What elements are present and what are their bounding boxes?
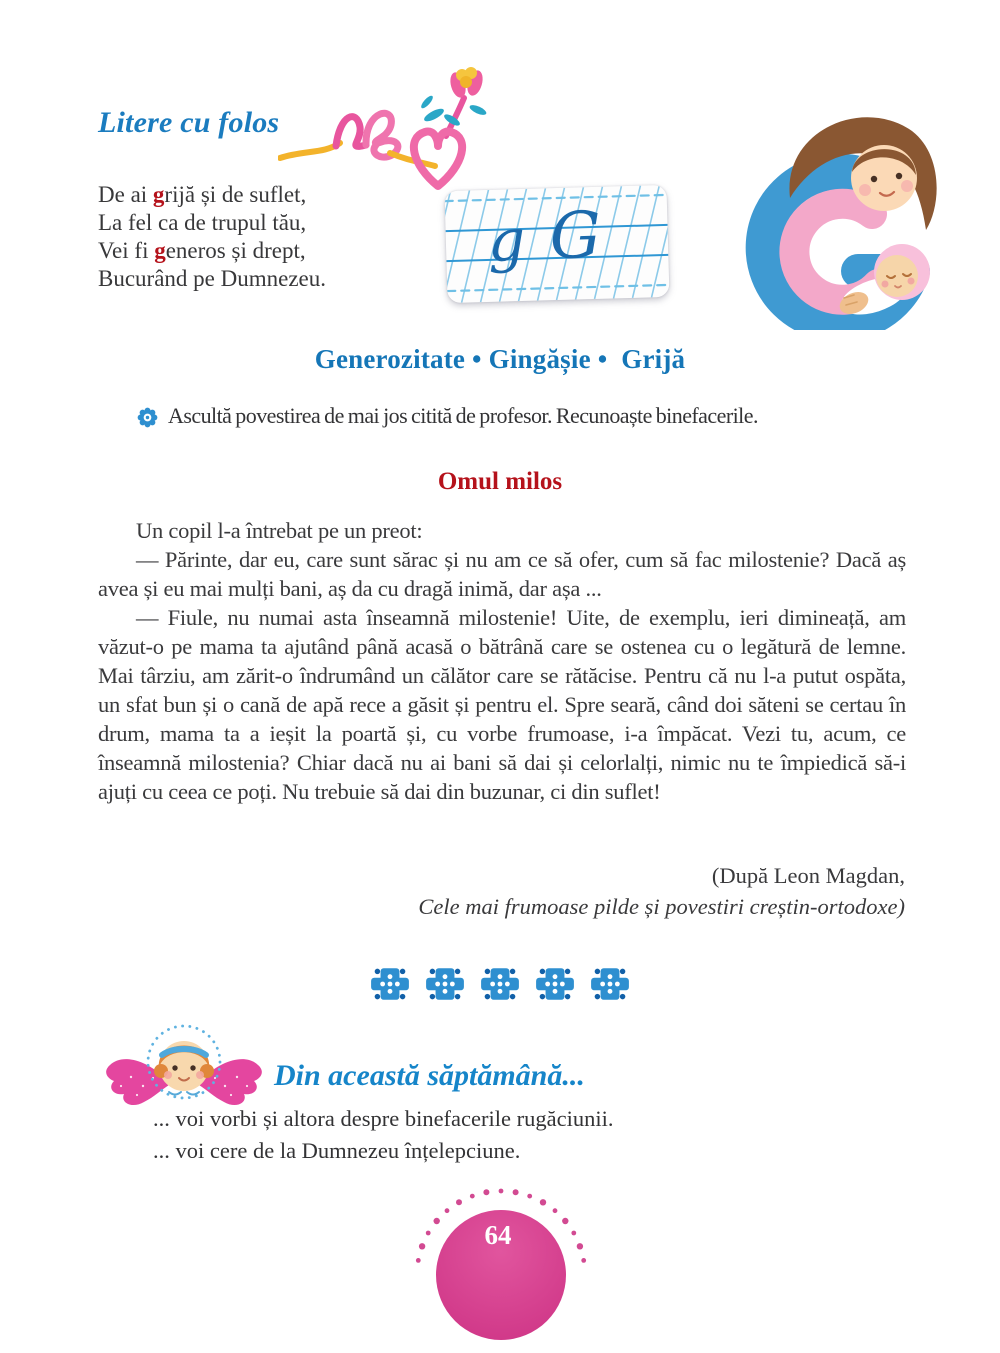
story-paragraph: — Fiule, nu numai asta înseamnă milostenie! Uite, de exemplu, ieri dimineață, am văzut-o pe mama ta ajutând până acasă o bătrână care se ostenea cu o legătură de lemne. Mai târziu, am zărit-o îndrumând un călător care se rătăcise. Pentru că nu l-a putut ospăta, un sfat bun și o cană de apă rece a găsit și pentru el. Spre seară, când doi săteni se certau în drum, mama ta a ieșit la poartă și, cu vorbe frumoase, i-a împăcat. Vezi tu, acum, ce înseamnă milostenia? Chiar dacă nu ai bani să dai și celorlalți, nimic nu te împiedică să-i ajuți cu ceea ce poți. Nu trebuie să dai din buzunar, ci din suflet! [98,605,906,804]
poem-line: Vei fi generos și drept, [98,238,306,263]
ribbon-heart-icon [278,58,506,190]
weekly-title: Din această săptămână... [274,1059,585,1092]
cross-ornament-icon [534,963,576,1005]
handwriting-practice-card [444,185,669,303]
ornament-row [0,963,1000,1005]
story-paragraph: — Părinte, dar eu, care sunt sărac și nu am ce să ofer, cum să fac milostenie? Dacă aș avea și eu mai mulți bani, aș da cu dragă inimă, dar așa ... [98,547,906,601]
weekly-item: ... voi cere de la Dumnezeu înțelepciune. [153,1138,521,1163]
poem-line: De ai grijă și de suflet, [98,182,307,207]
instruction-text: Ascultă povestirea de mai jos citită de profesor. Recunoaște binefacerile. [168,403,758,428]
cross-ornament-icon [369,963,411,1005]
story-paragraph: Un copil l-a întrebat pe un preot: [136,518,423,543]
page-number: 64 [484,1220,512,1250]
poem-line: Bucurând pe Dumnezeu. [98,266,327,291]
cross-ornament-icon [589,963,631,1005]
accent-letter: g [152,182,165,207]
page-number-badge [398,1188,606,1268]
attribution-source: Cele mai frumoase pilde și povestiri creștin-ortodoxe) [418,894,905,919]
story-body [98,516,906,806]
cross-ornament-icon [424,963,466,1005]
cross-ornament-icon [479,963,521,1005]
weekly-items [153,1103,613,1167]
weekly-item: ... voi vorbi și altora despre binefacerile rugăciunii. [153,1106,614,1131]
mother-baby-letter-g-illustration [742,86,950,330]
poem-line: La fel ca de trupul tău, [98,210,307,235]
instruction-row [136,402,926,434]
cursive-lowercase-g: g [486,205,526,275]
attribution-author: (După Leon Magdan, [711,863,905,888]
attribution [418,860,905,922]
keywords-heading: Generozitate • Gingășie • Grijă [314,344,686,374]
accent-letter: g [154,238,166,263]
slant-grid [444,185,669,303]
gear-icon [136,406,159,434]
story-title: Omul milos [437,468,563,495]
page-title: Litere cu folos [98,106,280,139]
cursive-uppercase-g: G [548,198,602,275]
poem [98,181,326,293]
